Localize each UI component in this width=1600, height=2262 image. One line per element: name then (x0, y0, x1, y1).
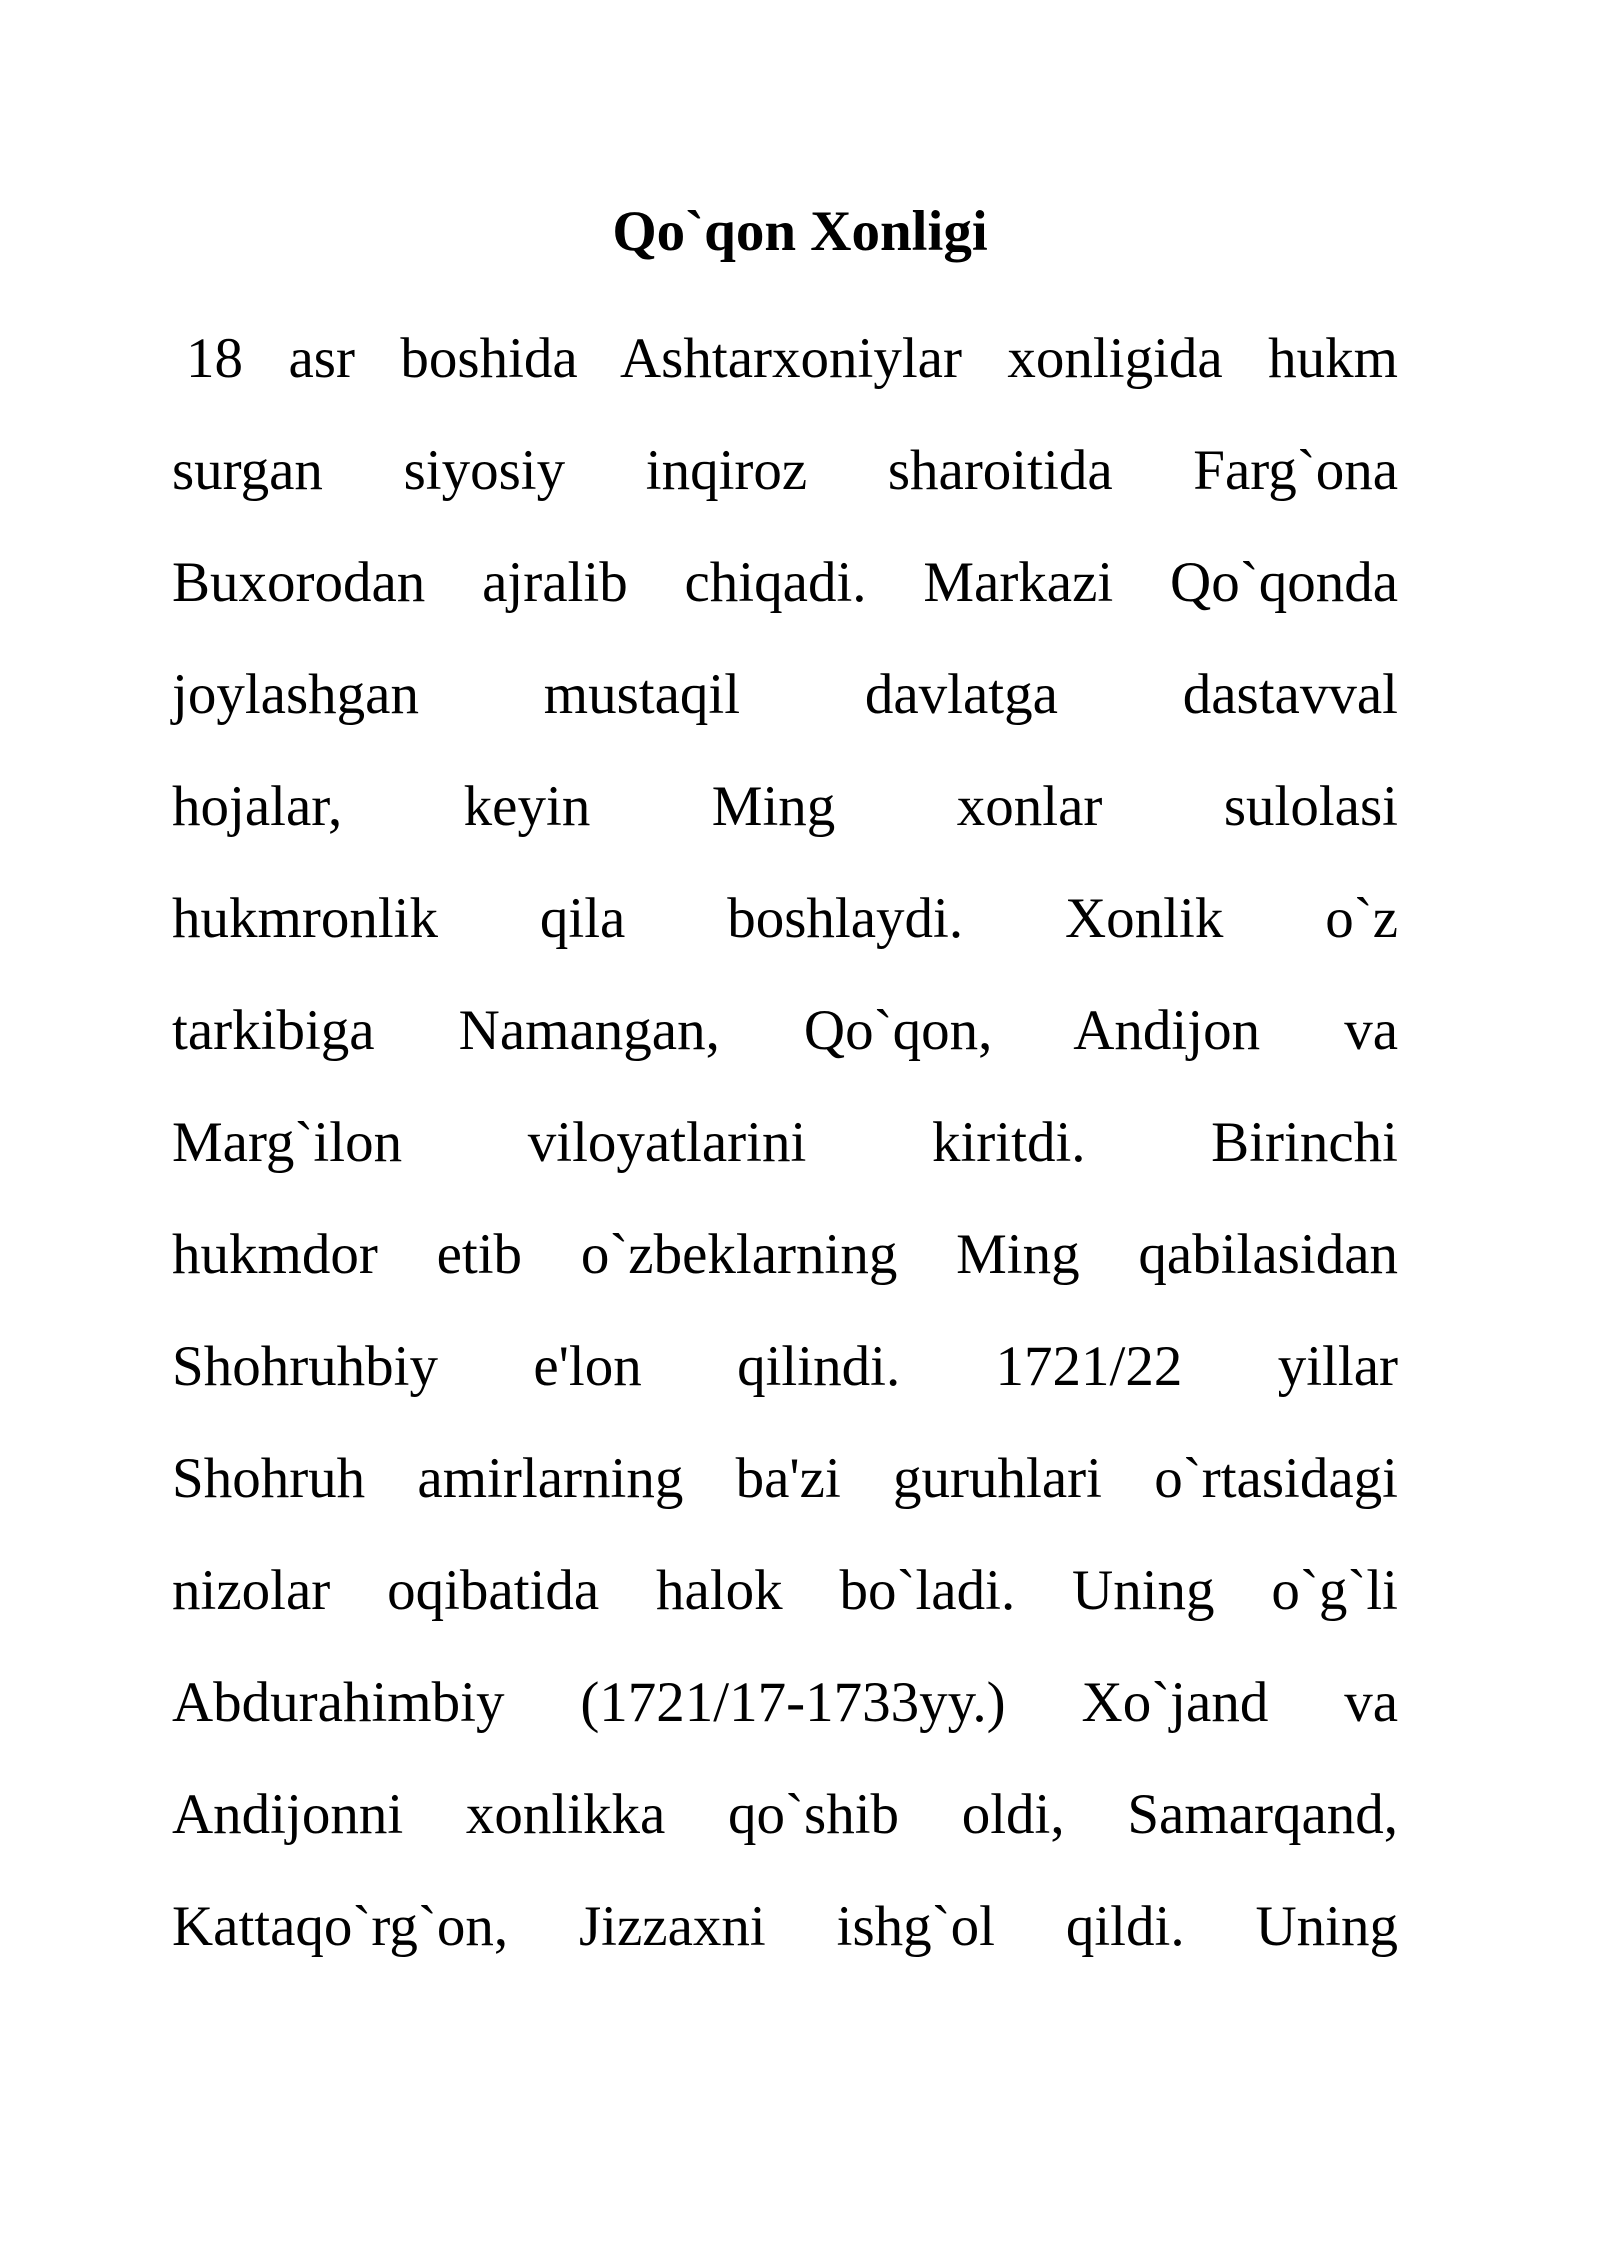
body-line: Kattaqo`rg`on, Jizzaxni ishg`ol qildi. Uning (172, 1895, 1398, 1958)
body-line: surgan siyosiy inqiroz sharoitida Farg`ona (172, 439, 1398, 502)
body-line: Buxorodan ajralib chiqadi. Markazi Qo`qonda (172, 551, 1398, 614)
body-line: hukmdor etib o`zbeklarning Ming qabilasidan (172, 1223, 1398, 1286)
body-line: Shohruh amirlarning ba'zi guruhlari o`rtasidagi (172, 1447, 1398, 1510)
body-line: Andijonni xonlikka qo`shib oldi, Samarqand, (172, 1783, 1398, 1846)
document-title: Qo`qon Xonligi (612, 200, 988, 263)
document-body (172, 303, 1398, 1983)
body-line: nizolar oqibatida halok bo`ladi. Uning o`g`li (172, 1559, 1398, 1622)
body-line: hojalar, keyin Ming xonlar sulolasi (172, 775, 1398, 838)
body-line: Shohruhbiy e'lon qilindi. 1721/22 yillar (172, 1335, 1398, 1398)
body-line: tarkibiga Namangan, Qo`qon, Andijon va (172, 999, 1398, 1062)
body-line: joylashgan mustaqil davlatga dastavval (172, 663, 1398, 726)
body-line: Marg`ilon viloyatlarini kiritdi. Birinchi (172, 1111, 1398, 1174)
body-line: 18 asr boshida Ashtarxoniylar xonligida hukm (186, 327, 1398, 390)
body-line: hukmronlik qila boshlaydi. Xonlik o`z (172, 887, 1398, 950)
body-line: Abdurahimbiy (1721/17-1733yy.) Xo`jand va (172, 1671, 1398, 1734)
